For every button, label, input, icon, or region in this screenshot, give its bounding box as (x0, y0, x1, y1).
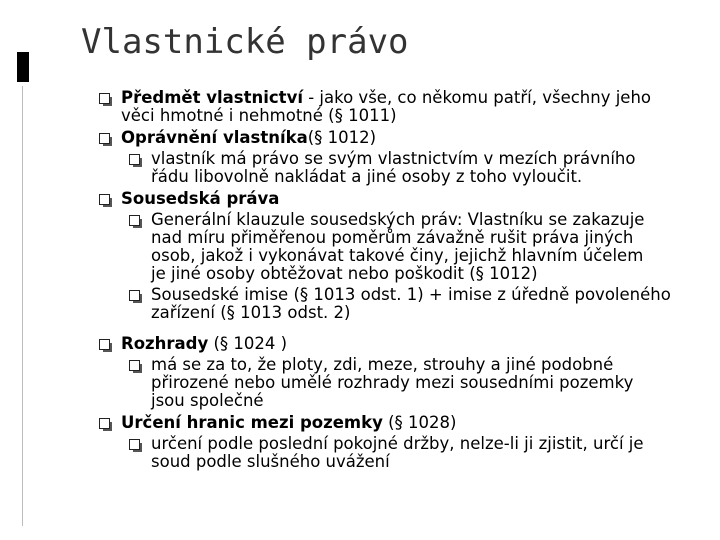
list-item (0, 129, 720, 147)
checkbox-bullet-icon (99, 93, 110, 104)
list-item (0, 356, 720, 410)
item-text-continued: přirozené nebo umělé rozhrady mezi sousedními pozemky (151, 373, 634, 392)
page-title: Vlastnické právo (81, 22, 409, 62)
item-heading: Oprávnění vlastníka (121, 128, 308, 147)
item-text: určení podle poslední pokojné držby, nelze-li ji zjistit, určí je (151, 434, 644, 453)
list-item (0, 435, 720, 471)
checkbox-bullet-icon (99, 194, 110, 205)
item-text-continued: je jiné osoby obtěžovat nebo poškodit (§ 1012) (151, 264, 538, 283)
bullet-list (0, 85, 720, 471)
list-item (0, 190, 720, 208)
item-text: (§ 1012) (307, 128, 377, 147)
checkbox-bullet-icon (129, 154, 140, 165)
item-text: (§ 1028) (382, 413, 457, 432)
item-text: má se za to, že ploty, zdi, meze, strouhy a jiné podobné (151, 355, 614, 374)
checkbox-bullet-icon (129, 290, 140, 301)
item-text: Generální klauzule sousedských práv: Vlastníku se zakazuje (151, 210, 645, 229)
list-item (0, 335, 720, 353)
list-item (0, 414, 720, 432)
item-text-continued: soud podle slušného uvážení (151, 452, 390, 471)
checkbox-bullet-icon (129, 215, 140, 226)
item-text-continued: jsou společné (151, 391, 264, 410)
list-item (0, 89, 720, 125)
item-text: - jako vše, co někomu patří, všechny jeho (302, 88, 651, 107)
checkbox-bullet-icon (129, 439, 140, 450)
list-item (0, 286, 720, 322)
item-heading: Předmět vlastnictví (121, 88, 303, 107)
item-text-continued: zařízení (§ 1013 odst. 2) (151, 303, 351, 322)
item-heading: Sousedská práva (121, 189, 280, 208)
accent-bar (17, 52, 29, 82)
item-heading: Určení hranic mezi pozemky (121, 413, 383, 432)
item-text-continued: věci hmotné i nehmotné (§ 1011) (121, 106, 397, 125)
item-text: (§ 1024 ) (208, 334, 288, 353)
item-text-continued: nad míru přiměřenou poměrům závažně rušit práva jiných (151, 228, 634, 247)
item-text: Sousedské imise (§ 1013 odst. 1) + imise z úředně povoleného (151, 285, 671, 304)
checkbox-bullet-icon (129, 360, 140, 371)
checkbox-bullet-icon (99, 418, 110, 429)
item-text-continued: řádu libovolně nakládat a jiné osoby z toho vyloučit. (151, 167, 583, 186)
item-text: vlastník má právo se svým vlastnictvím v mezích právního (151, 149, 636, 168)
checkbox-bullet-icon (99, 339, 110, 350)
item-heading: Rozhrady (121, 334, 209, 353)
item-text-continued: osob, jakož i vykonávat takové činy, jejichž hlavním účelem (151, 246, 644, 265)
list-item (0, 211, 720, 283)
list-item (0, 150, 720, 186)
checkbox-bullet-icon (99, 133, 110, 144)
